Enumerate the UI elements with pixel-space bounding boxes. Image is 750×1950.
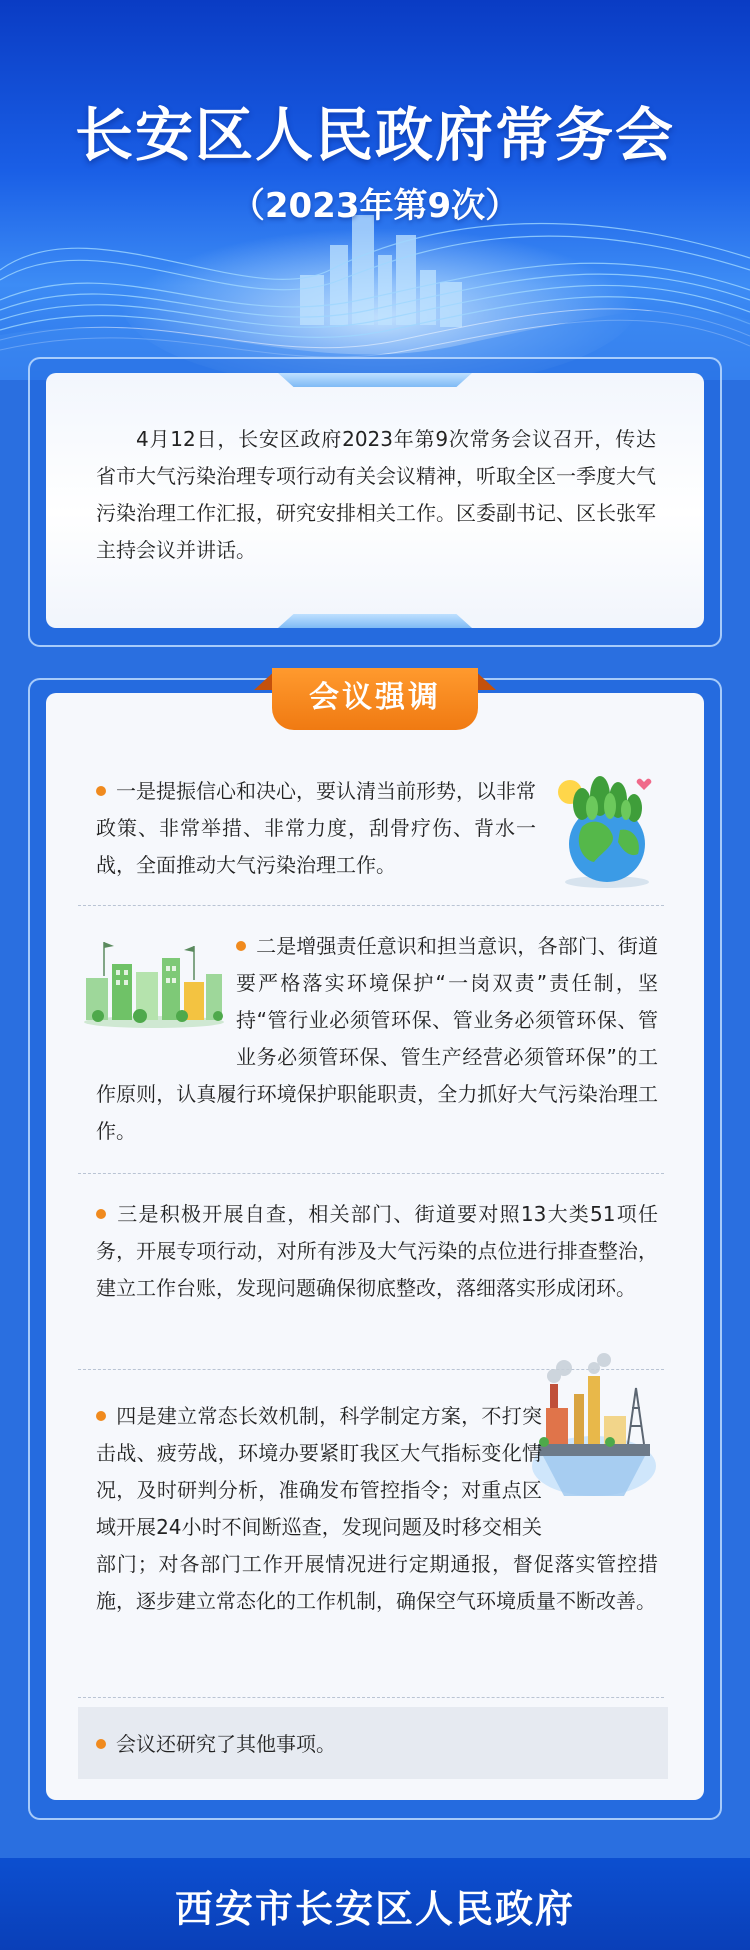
hero-banner bbox=[0, 0, 750, 380]
footer-title: 西安市长安区人民政府 bbox=[174, 1887, 575, 1931]
intro-tab-top bbox=[278, 373, 472, 387]
divider bbox=[78, 1173, 664, 1174]
bullet-icon bbox=[236, 941, 246, 951]
divider bbox=[78, 905, 664, 906]
list-item bbox=[96, 1196, 658, 1307]
list-item bbox=[96, 773, 536, 884]
intro-paragraph: 4月12日，长安区政府2023年第9次常务会议召开，传达省市大气污染治理专项行动有关会议精神，听取全区一季度大气污染治理工作汇报，研究安排相关工作。区委副书记、区长张军主持会议并讲话。 bbox=[96, 427, 656, 562]
bullet-icon bbox=[96, 1739, 106, 1749]
list-item bbox=[96, 928, 658, 1150]
bullet-icon bbox=[96, 1209, 106, 1219]
list-item-text: 一是提振信心和决心，要认清当前形势，以非常政策、非常举措、非常力度，刮骨疗伤、背水一战，全面推动大气污染治理工作。 bbox=[96, 779, 536, 877]
list-item-text: 四是建立常态长效机制，科学制定方案，不打突击战、疲劳战，环境办要紧盯我区大气指标变化情况，及时研判分析，准确发布管控指令；对重点区域开展24小时不间断巡查，发现问题及时移交相关部门；对各部门工作开展情况进行定期通报，督促落实管控措施，逐步建立常态化的工作机制，确保空气环境质量不断改善。 bbox=[96, 1404, 658, 1613]
section-badge: 会议强调 bbox=[272, 668, 478, 730]
page-subtitle: （2023年第9次） bbox=[230, 186, 520, 226]
closing-note-text: 会议还研究了其他事项。 bbox=[116, 1732, 336, 1756]
bullet-icon bbox=[96, 786, 106, 796]
page-title: 长安区人民政府常务会 bbox=[74, 101, 675, 169]
illustration-spacer bbox=[96, 928, 236, 1040]
list-item-text: 三是积极开展自查，相关部门、街道要对照13大类51项任务，开展专项行动，对所有涉及大气污染的点位进行排查整治，建立工作台账，发现问题确保彻底整改，落细落实形成闭环。 bbox=[96, 1202, 658, 1300]
illustration-spacer bbox=[542, 1398, 658, 1510]
earth-plants-illustration bbox=[552, 772, 662, 890]
divider bbox=[78, 1697, 664, 1698]
closing-note bbox=[96, 1726, 336, 1763]
intro-tab-bottom bbox=[278, 614, 472, 628]
bullet-icon bbox=[96, 1411, 106, 1421]
list-item-text: 二是增强责任意识和担当意识，各部门、街道要严格落实环境保护“一岗双责”责任制，坚持“管行业必须管环保、管业务必须管环保、管业务必须管环保、管生产经营必须管环保”的工作原则，认真履行环境保护职能职责，全力抓好大气污染治理工作。 bbox=[96, 934, 658, 1143]
list-item bbox=[96, 1398, 658, 1620]
